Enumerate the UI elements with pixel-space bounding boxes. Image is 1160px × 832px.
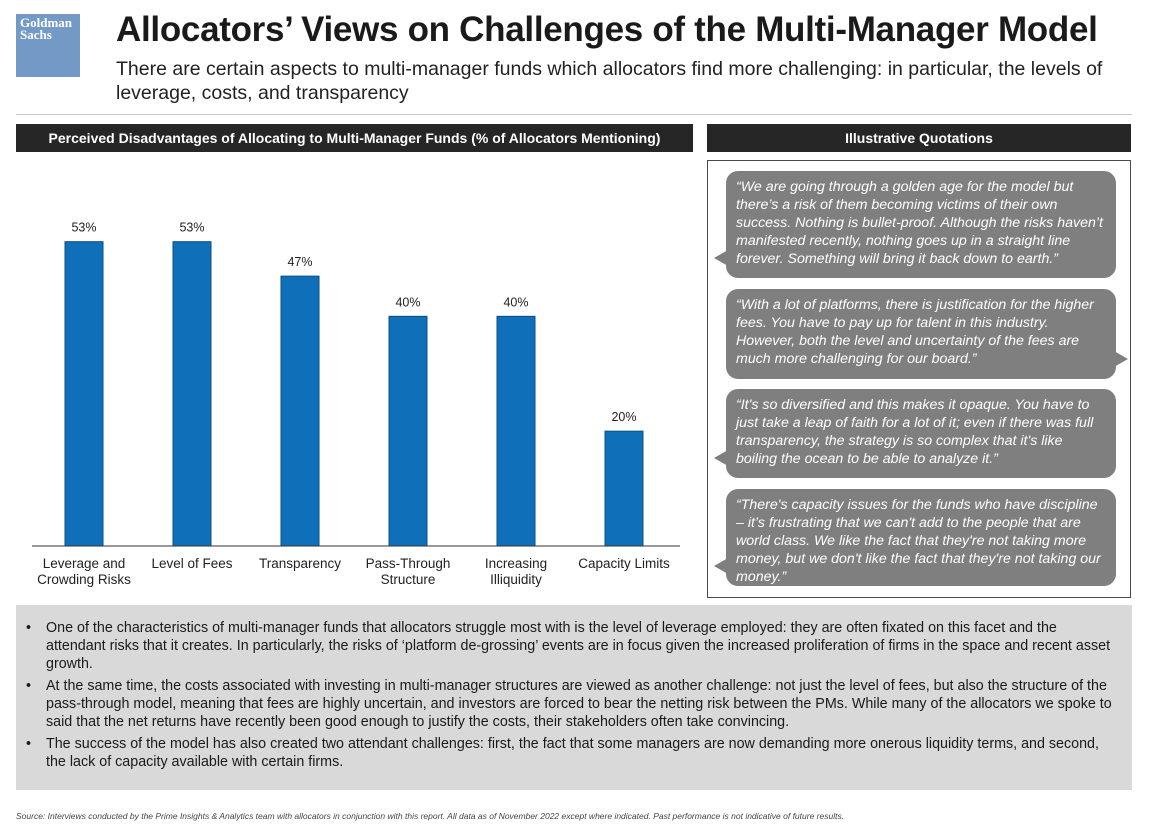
bar-3 xyxy=(281,276,319,546)
data-label-4: 40% xyxy=(395,295,421,310)
category-label-5-line-2: Illiquidity xyxy=(490,572,542,587)
quote-bubble-2: “With a lot of platforms, there is justification for the higher fees. You have to pay up for talent in this industry. However, both the level and uncertainty of the fees are much more challenging for our board.” xyxy=(726,289,1116,379)
commentary-bullet-1: • One of the characteristics of multi-manager funds that allocators struggle most with is the level of leverage employed: they are often fixated on this facet and the attendant risks that it creates. In particularly, the risks of ‘platform de-grossing’ events are in focus given the increased proliferation of firms in the space and recent asset growth. xyxy=(26,619,1116,673)
commentary-bullet-3: • The success of the model has also created two attendant challenges: first, the fact that some managers are now demanding more onerous liquidity terms, and second, the lack of capacity available with certain firms. xyxy=(26,735,1116,771)
quote-bubble-4: “There's capacity issues for the funds who have discipline – it’s frustrating that we can't add to the people that are world class. We like the fact that they're not taking more money, but we don't like the fact that they're not taking our money.” xyxy=(726,489,1116,586)
data-label-6: 20% xyxy=(611,410,637,425)
category-label-1-line-2: Crowding Risks xyxy=(37,572,131,587)
category-label-4-line-2: Structure xyxy=(380,572,436,587)
category-label-1-line-1: Leverage and xyxy=(42,556,126,571)
chart-title-bar: Perceived Disadvantages of Allocating to Multi-Manager Funds (% of Allocators Mentioning) xyxy=(16,124,693,152)
category-label-5-line-1: Increasing xyxy=(484,556,548,571)
goldman-sachs-logo xyxy=(16,14,80,77)
bar-6 xyxy=(605,431,643,546)
category-label-6 xyxy=(578,556,670,571)
page-title: Allocators’ Views on Challenges of the Multi-Manager Model xyxy=(116,10,1098,49)
logo-line-1: Goldman xyxy=(20,15,73,30)
category-label-2 xyxy=(151,556,232,571)
category-label-2-line-1: Level of Fees xyxy=(151,556,233,571)
logo-line-2: Sachs xyxy=(20,27,52,42)
category-label-3 xyxy=(259,556,341,571)
data-label-5: 40% xyxy=(503,295,529,310)
bar-4 xyxy=(389,316,427,546)
quotes-title-bar: Illustrative Quotations xyxy=(707,124,1131,152)
page-subtitle: There are certain aspects to multi-manager funds which allocators find more challenging: in particular, the levels of leverage, costs, and transparency xyxy=(116,58,1103,104)
data-label-1: 53% xyxy=(71,220,97,235)
commentary-list xyxy=(26,619,1116,771)
commentary-panel xyxy=(16,605,1132,790)
category-label-6-line-1: Capacity Limits xyxy=(578,556,670,571)
commentary-bullet-2: • At the same time, the costs associated with investing in multi-manager structures are viewed as another challenge: not just the level of fees, but also the structure of the pass-through model, meaning that fees are highly uncertain, and investors are forced to bear the netting risk between the PMs. While many of the allocators we spoke to said that the net returns have recently been good enough to justify the costs, their stakeholders often take convincing. xyxy=(26,677,1116,731)
data-label-3: 47% xyxy=(287,255,313,270)
bar-2 xyxy=(173,242,211,546)
quote-bubble-1: “We are going through a golden age for the model but there’s a risk of them becoming victims of their own success. Nothing is bullet-proof. Although the risks haven’t manifested recently, nothing goes up in a straight line forever. Something will bring it back down to earth.” xyxy=(726,171,1116,278)
header-divider xyxy=(16,114,1132,115)
source-footnote: Source: Interviews conducted by the Prime Insights & Analytics team with allocators in conjunction with this report. All data as of November 2022 except where indicated. Past performance is not indicative of future results. xyxy=(16,811,845,821)
quote-bubble-3: “It's so diversified and this makes it opaque. You have to just take a leap of faith for a lot of it; even if there was full transparency, the strategy is so complex that it's like boiling the ocean to be able to analyze it.” xyxy=(726,389,1116,478)
category-label-1 xyxy=(37,556,131,587)
bar-1 xyxy=(65,242,103,546)
category-label-5 xyxy=(485,556,547,587)
category-label-4 xyxy=(366,556,451,587)
quotations-panel xyxy=(707,160,1131,598)
bar-5 xyxy=(497,316,535,546)
category-label-3-line-1: Transparency xyxy=(258,556,342,571)
bar-chart xyxy=(16,160,693,600)
category-label-4-line-1: Pass-Through xyxy=(365,556,451,571)
data-label-2: 53% xyxy=(179,220,205,235)
